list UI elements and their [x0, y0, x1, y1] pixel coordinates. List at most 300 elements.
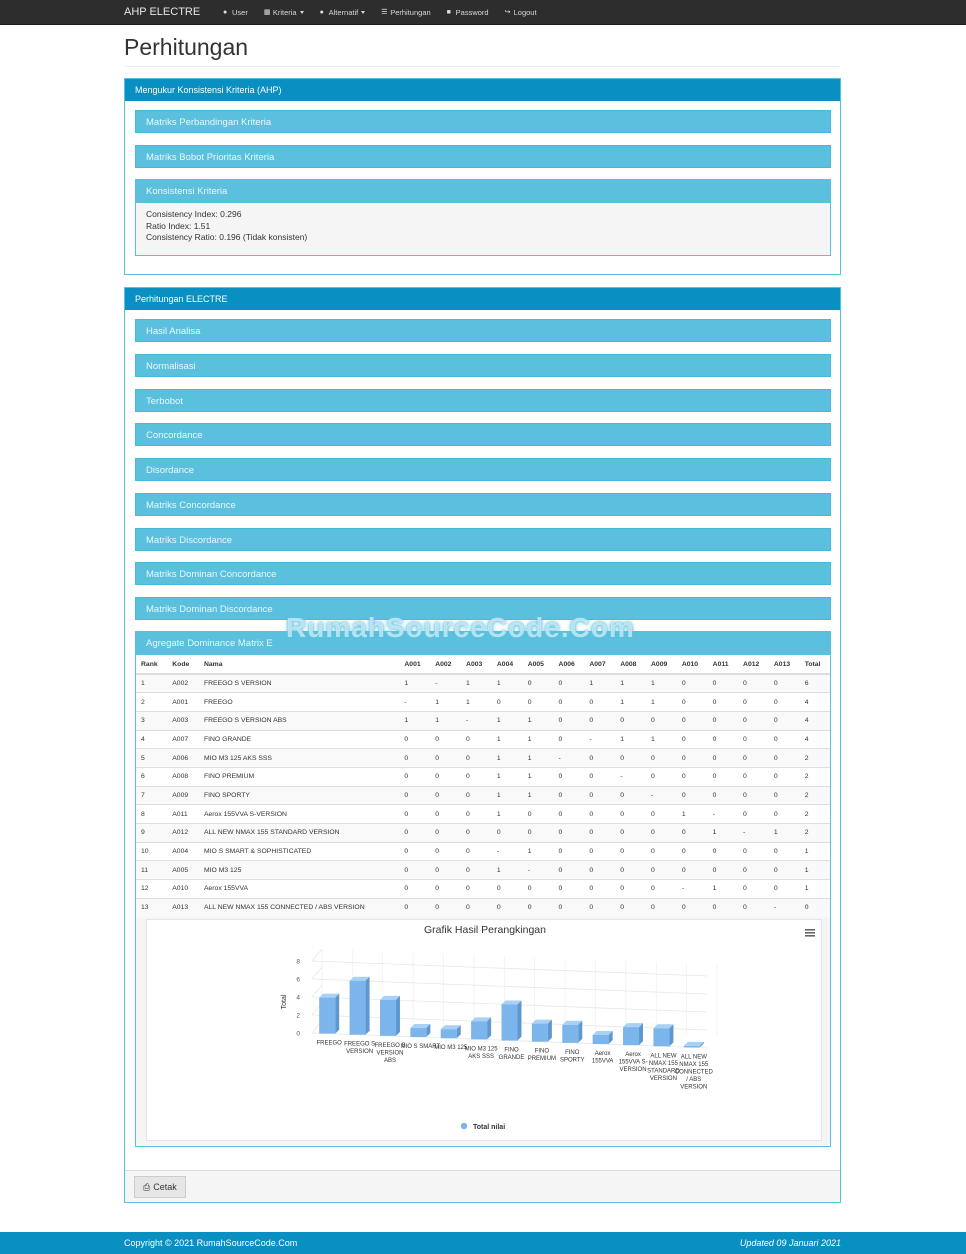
x-tick-label: FREEGO	[316, 1040, 342, 1047]
table-cell: 0	[430, 767, 461, 786]
table-cell: 0	[677, 786, 708, 805]
chart-bar[interactable]	[653, 1024, 673, 1046]
table-cell: 2	[800, 805, 830, 824]
table-row	[136, 749, 830, 768]
chart-bar[interactable]	[410, 1024, 430, 1037]
table-cell: 1	[523, 842, 554, 861]
table-cell: 1	[523, 786, 554, 805]
table-cell: 4	[800, 693, 830, 712]
table-cell: 1	[584, 674, 615, 693]
copyright: Copyright © 2021 RumahSourceCode.Com	[124, 1238, 298, 1248]
table-cell: -	[677, 880, 708, 899]
konsistensi-heading[interactable]: Konsistensi Kriteria	[136, 180, 830, 203]
table-cell: 0	[738, 842, 769, 861]
table-cell: 0	[461, 824, 492, 843]
table-cell: A005	[167, 861, 199, 880]
table-cell: 0	[738, 786, 769, 805]
chart-bar[interactable]	[623, 1023, 643, 1045]
table-cell: 0	[584, 805, 615, 824]
table-cell: 0	[554, 674, 585, 693]
chart-container	[146, 919, 822, 1141]
column-header: A007	[584, 655, 615, 674]
table-cell: 2	[800, 824, 830, 843]
column-header: A011	[708, 655, 738, 674]
table-cell: 0	[769, 693, 800, 712]
table-cell: 0	[677, 767, 708, 786]
cetak-button[interactable]: ⎙ Cetak	[134, 1176, 186, 1198]
chart-title: Grafik Hasil Perangkingan	[424, 924, 546, 936]
y-axis-label: Total	[281, 994, 288, 1010]
ranking-chart	[147, 920, 823, 1142]
table-cell: 0	[430, 898, 461, 917]
table-cell: -	[399, 693, 430, 712]
updated-date: Updated 09 Januari 2021	[739, 1238, 841, 1248]
table-cell: 0	[430, 880, 461, 899]
table-cell: 0	[461, 730, 492, 749]
table-cell: 0	[769, 711, 800, 730]
section-agregate	[135, 631, 831, 1147]
table-cell: 0	[769, 786, 800, 805]
table-cell: 1	[523, 767, 554, 786]
table-cell: 8	[136, 805, 167, 824]
table-cell: 0	[708, 842, 738, 861]
table-cell: 1	[646, 730, 677, 749]
table-cell: 0	[584, 898, 615, 917]
table-cell: 0	[677, 711, 708, 730]
table-cell: 5	[136, 749, 167, 768]
table-cell: 0	[677, 861, 708, 880]
x-tick-label: FREEGO S VERSION ABS	[374, 1042, 406, 1064]
table-cell: 0	[554, 805, 585, 824]
table-cell: A009	[167, 786, 199, 805]
table-cell: 0	[554, 730, 585, 749]
table-cell: 0	[708, 861, 738, 880]
table-cell: 0	[615, 880, 646, 899]
table-cell: 0	[677, 749, 708, 768]
x-tick-label: FINO GRANDE	[498, 1047, 525, 1061]
table-cell: -	[615, 767, 646, 786]
table-cell: 0	[492, 693, 523, 712]
table-cell: 0	[554, 693, 585, 712]
table-cell: 1	[677, 805, 708, 824]
column-header: A013	[769, 655, 800, 674]
table-cell: 9	[136, 824, 167, 843]
column-header: Kode	[167, 655, 199, 674]
column-header: A004	[492, 655, 523, 674]
section-matriks-perbandingan[interactable]: Matriks Perbandingan Kriteria	[135, 110, 831, 133]
table-cell: A003	[167, 711, 199, 730]
legend-marker[interactable]	[461, 1123, 467, 1129]
table-cell: 0	[646, 767, 677, 786]
table-cell: 1	[523, 711, 554, 730]
logout-icon: ↪	[504, 9, 511, 16]
table-cell: 0	[399, 805, 430, 824]
table-cell: -	[461, 711, 492, 730]
table-cell: 1	[492, 730, 523, 749]
column-header: A012	[738, 655, 769, 674]
column-header: A001	[399, 655, 430, 674]
table-cell: 11	[136, 861, 167, 880]
lock-icon: ■	[446, 9, 451, 16]
x-tick-label: Aerox 155VVA	[591, 1050, 614, 1065]
table-cell: 1	[646, 674, 677, 693]
ahp-panel	[124, 78, 841, 275]
table-cell: 1	[800, 842, 830, 861]
table-cell: ALL NEW NMAX 155 CONNECTED / ABS VERSION	[199, 898, 399, 917]
table-cell: 0	[646, 749, 677, 768]
nav-logout[interactable]: ↪ Logout	[504, 8, 537, 17]
table-cell: 1	[492, 674, 523, 693]
section-hasil-analisa[interactable]: Hasil Analisa	[135, 319, 831, 342]
table-cell: 0	[646, 898, 677, 917]
x-tick-label: ALL NEW NMAX 155 STANDARD VERSION	[647, 1053, 680, 1082]
table-cell: 0	[584, 824, 615, 843]
table-cell: 0	[738, 861, 769, 880]
table-cell: 0	[430, 842, 461, 861]
table-cell: 0	[738, 693, 769, 712]
chart-bar[interactable]	[502, 1001, 522, 1041]
table-cell: 0	[646, 861, 677, 880]
table-cell: A002	[167, 674, 199, 693]
table-cell: 0	[399, 842, 430, 861]
chart-bar[interactable]	[350, 977, 370, 1035]
panel-footer	[125, 1170, 840, 1202]
table-cell: Aerox 155VVA	[199, 880, 399, 899]
y-tick-label: 8	[296, 958, 300, 966]
chart-bar[interactable]	[562, 1021, 582, 1043]
section-matriks-bobot[interactable]: Matriks Bobot Prioritas Kriteria	[135, 145, 831, 168]
column-header: Total	[800, 655, 830, 674]
table-cell: 0	[584, 693, 615, 712]
section-matriks-dominan-concordance[interactable]: Matriks Dominan Concordance	[135, 562, 831, 585]
ratio-index: Ratio Index: 1.51	[146, 220, 211, 231]
table-cell: 13	[136, 898, 167, 917]
chart-menu-icon[interactable]	[805, 929, 815, 937]
table-cell: FINO GRANDE	[199, 730, 399, 749]
x-tick-label: MIO M3 125 AKS SSS	[464, 1046, 498, 1060]
grid-icon: ▦	[263, 9, 271, 16]
table-cell: 1	[800, 861, 830, 880]
table-cell: -	[430, 674, 461, 693]
chart-bar[interactable]	[441, 1025, 461, 1038]
table-cell: 1	[708, 824, 738, 843]
table-cell: 0	[677, 693, 708, 712]
table-cell: 1	[523, 749, 554, 768]
table-cell: 0	[646, 711, 677, 730]
y-tick-label: 4	[296, 994, 300, 1002]
x-tick-label: MIO M3 125	[434, 1045, 468, 1052]
table-cell: 1	[646, 693, 677, 712]
table-cell: 1	[492, 861, 523, 880]
table-cell: 0	[769, 749, 800, 768]
column-header: A008	[615, 655, 646, 674]
table-row	[136, 786, 830, 805]
ahp-panel-heading: Mengukur Konsistensi Kriteria (AHP)	[125, 79, 840, 101]
table-cell: 0	[461, 880, 492, 899]
table-cell: -	[738, 824, 769, 843]
list-icon: ☰	[381, 9, 388, 16]
table-cell: 0	[399, 824, 430, 843]
table-cell: 0	[769, 842, 800, 861]
table-row	[136, 880, 830, 899]
table-cell: 0	[615, 749, 646, 768]
column-header: A006	[554, 655, 585, 674]
y-tick-label: 0	[296, 1030, 300, 1038]
table-cell: 0	[615, 805, 646, 824]
table-cell: 1	[399, 711, 430, 730]
table-cell: 0	[461, 861, 492, 880]
print-icon: ⎙	[143, 1181, 151, 1192]
user-icon: ●	[319, 9, 324, 16]
section-konsistensi	[135, 179, 831, 256]
table-cell: 0	[677, 898, 708, 917]
table-cell: 0	[523, 693, 554, 712]
table-cell: 0	[615, 786, 646, 805]
brand[interactable]: AHP ELECTRE	[124, 6, 201, 18]
table-cell: 0	[554, 898, 585, 917]
table-cell: 0	[677, 842, 708, 861]
table-cell: 6	[136, 767, 167, 786]
table-cell: 0	[554, 786, 585, 805]
table-cell: 0	[461, 805, 492, 824]
table-cell: 0	[430, 861, 461, 880]
table-cell: 4	[800, 711, 830, 730]
table-cell: 1	[461, 693, 492, 712]
table-cell: 1	[492, 711, 523, 730]
table-row	[136, 693, 830, 712]
table-cell: A008	[167, 767, 199, 786]
table-cell: 0	[430, 786, 461, 805]
table-cell: 0	[554, 861, 585, 880]
table-cell: 0	[492, 824, 523, 843]
table-cell: 1	[800, 880, 830, 899]
chart-bar[interactable]	[319, 994, 339, 1034]
chart-bar[interactable]	[684, 1042, 704, 1048]
table-cell: 0	[523, 898, 554, 917]
table-cell: 10	[136, 842, 167, 861]
table-cell: 0	[523, 824, 554, 843]
table-cell: 4	[800, 730, 830, 749]
table-cell: FREEGO S VERSION ABS	[199, 711, 399, 730]
table-cell: 1	[615, 730, 646, 749]
table-cell: 0	[708, 674, 738, 693]
table-cell: 0	[738, 898, 769, 917]
table-cell: -	[708, 805, 738, 824]
table-cell: 0	[708, 693, 738, 712]
column-header: A010	[677, 655, 708, 674]
table-cell: 0	[554, 880, 585, 899]
chart-bar[interactable]	[471, 1017, 491, 1039]
table-cell: -	[554, 749, 585, 768]
table-cell: MIO M3 125 AKS SSS	[199, 749, 399, 768]
table-cell: 0	[461, 898, 492, 917]
table-cell: 0	[492, 898, 523, 917]
table-cell: 2	[800, 786, 830, 805]
table-cell: 0	[554, 842, 585, 861]
column-header: Nama	[199, 655, 399, 674]
section-matriks-dominan-discordance[interactable]: Matriks Dominan Discordance	[135, 597, 831, 620]
table-cell: 0	[399, 786, 430, 805]
x-tick-label: FREEGO S VERSION	[344, 1041, 376, 1056]
section-matriks-discordance[interactable]: Matriks Discordance	[135, 528, 831, 551]
x-tick-label: FINO PREMIUM	[527, 1048, 557, 1063]
table-cell: 1	[492, 805, 523, 824]
section-terbobot[interactable]: Terbobot	[135, 389, 831, 412]
table-cell: 0	[430, 730, 461, 749]
table-cell: 0	[492, 880, 523, 899]
table-cell: 0	[738, 711, 769, 730]
column-header: A009	[646, 655, 677, 674]
nav-menu	[215, 0, 545, 25]
table-cell: 0	[677, 674, 708, 693]
table-cell: 0	[646, 880, 677, 899]
section-matriks-concordance[interactable]: Matriks Concordance	[135, 493, 831, 516]
table-row	[136, 861, 830, 880]
table-cell: 0	[523, 674, 554, 693]
table-cell: -	[769, 898, 800, 917]
column-header: A005	[523, 655, 554, 674]
table-cell: 0	[584, 861, 615, 880]
table-cell: 1	[399, 674, 430, 693]
x-tick-label: MIO S SMART	[400, 1044, 441, 1051]
table-cell: 4	[136, 730, 167, 749]
caret-down-icon	[361, 11, 365, 14]
table-cell: 0	[615, 711, 646, 730]
table-cell: 0	[708, 786, 738, 805]
table-cell: 0	[646, 805, 677, 824]
table-cell: FINO SPORTY	[199, 786, 399, 805]
table-cell: 0	[399, 730, 430, 749]
table-cell: 0	[554, 767, 585, 786]
column-header: Rank	[136, 655, 167, 674]
table-cell: 0	[461, 767, 492, 786]
nav-alternatif[interactable]: ● Alternatif	[312, 0, 374, 25]
nav-perhitungan[interactable]: ☰ Perhitungan	[381, 8, 431, 17]
table-cell: A001	[167, 693, 199, 712]
table-cell: 0	[430, 805, 461, 824]
table-cell: 0	[584, 786, 615, 805]
table-cell: 0	[615, 824, 646, 843]
table-cell: 0	[738, 767, 769, 786]
section-concordance[interactable]: Concordance	[135, 423, 831, 446]
table-cell: 0	[708, 749, 738, 768]
chart-bar[interactable]	[532, 1020, 552, 1042]
table-cell: 1	[615, 674, 646, 693]
table-cell: A004	[167, 842, 199, 861]
page-title: Perhitungan	[124, 34, 249, 60]
table-cell: 0	[738, 674, 769, 693]
table-cell: 0	[615, 898, 646, 917]
table-cell: 1	[430, 711, 461, 730]
section-normalisasi[interactable]: Normalisasi	[135, 354, 831, 377]
table-cell: 0	[769, 674, 800, 693]
user-icon: ●	[223, 9, 228, 16]
table-cell: 0	[461, 786, 492, 805]
legend-label[interactable]: Total nilai	[473, 1124, 506, 1131]
column-header: A002	[430, 655, 461, 674]
table-cell: 1	[769, 824, 800, 843]
table-row	[136, 767, 830, 786]
table-cell: 1	[136, 674, 167, 693]
table-cell: 1	[430, 693, 461, 712]
title-divider	[124, 66, 841, 67]
table-cell: 0	[399, 861, 430, 880]
agregate-table	[136, 655, 830, 917]
x-tick-label: FINO SPORTY	[559, 1049, 585, 1064]
table-cell: 0	[584, 711, 615, 730]
table-cell: -	[584, 730, 615, 749]
table-cell: 0	[769, 767, 800, 786]
table-row	[136, 674, 830, 693]
table-cell: 7	[136, 786, 167, 805]
table-cell: 0	[677, 730, 708, 749]
table-cell: 0	[769, 730, 800, 749]
section-disordance[interactable]: Disordance	[135, 458, 831, 481]
table-cell: 0	[430, 824, 461, 843]
table-cell: 6	[800, 674, 830, 693]
table-cell: 0	[615, 861, 646, 880]
table-cell: 2	[136, 693, 167, 712]
nav-user[interactable]: ● User	[223, 8, 248, 17]
table-cell: 0	[615, 842, 646, 861]
table-cell: 0	[584, 749, 615, 768]
table-cell: FINO PREMIUM	[199, 767, 399, 786]
table-cell: 1	[708, 880, 738, 899]
table-cell: 0	[769, 805, 800, 824]
table-cell: 0	[769, 861, 800, 880]
table-cell: 0	[399, 898, 430, 917]
table-cell: 1	[492, 786, 523, 805]
table-cell: 0	[708, 711, 738, 730]
table-cell: A007	[167, 730, 199, 749]
table-cell: 0	[769, 880, 800, 899]
table-cell: -	[492, 842, 523, 861]
agregate-heading[interactable]: Agregate Dominance Matrix E	[136, 632, 830, 655]
table-cell: 0	[708, 730, 738, 749]
nav-kriteria[interactable]: ▦ Kriteria	[256, 0, 312, 25]
table-cell: -	[646, 786, 677, 805]
table-cell: 0	[430, 749, 461, 768]
table-body	[136, 674, 830, 917]
chart-bar[interactable]	[380, 996, 400, 1036]
table-cell: 2	[800, 749, 830, 768]
consistency-ratio: Consistency Ratio: 0.196 (Tidak konsisten)	[146, 232, 308, 242]
table-cell: 0	[554, 711, 585, 730]
page-footer	[0, 1232, 966, 1254]
table-cell: 0	[738, 805, 769, 824]
nav-password[interactable]: ■ Password	[446, 8, 489, 17]
table-cell: Aerox 155VVA S-VERSION	[199, 805, 399, 824]
table-cell: 0	[399, 749, 430, 768]
table-cell: 1	[523, 730, 554, 749]
x-tick-label: Aerox 155VVA S-VERSION	[618, 1052, 648, 1074]
table-cell: 0	[646, 824, 677, 843]
chart-bar[interactable]	[593, 1031, 613, 1044]
table-cell: 0	[399, 767, 430, 786]
table-cell: A010	[167, 880, 199, 899]
table-cell: 0	[461, 842, 492, 861]
table-cell: FREEGO	[199, 693, 399, 712]
table-cell: 0	[584, 880, 615, 899]
table-cell: A006	[167, 749, 199, 768]
table-cell: 1	[461, 674, 492, 693]
table-row	[136, 824, 830, 843]
table-cell: ALL NEW NMAX 155 STANDARD VERSION	[199, 824, 399, 843]
y-tick-label: 6	[296, 976, 300, 984]
table-row	[136, 730, 830, 749]
table-cell: 0	[708, 767, 738, 786]
watermark: RumahSourceCode.Com	[286, 612, 635, 643]
